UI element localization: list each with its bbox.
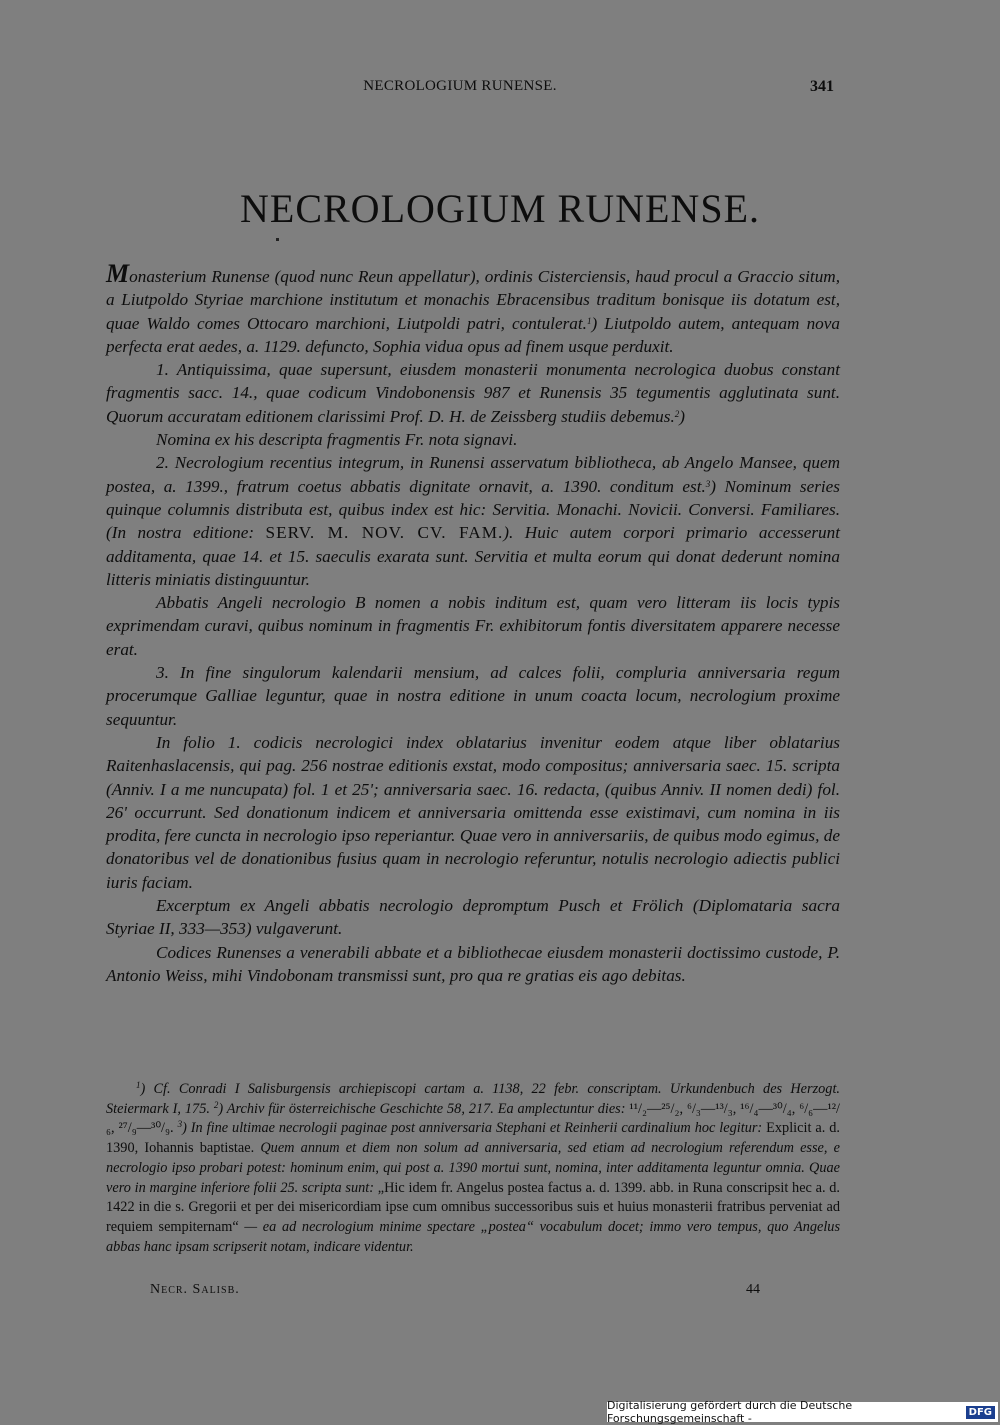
footnote-1-mark: 1 [136,1080,141,1090]
footnote-3-mark: 3 [177,1119,183,1130]
intro-text-b: ) Liutpoldo autem, antequam nova perfecta erat aedes, a. 1129. defuncto, Sophia vidua opus ad finem usque perduxit. [106,313,840,356]
footnotes [106,1080,840,1257]
page-number: 341 [810,78,834,95]
footnote-ref-2: 2 [674,408,680,419]
credit-text: Digitalisierung gefördert durch die Deutsche Forschungsgemeinschaft - [607,1399,853,1425]
paragraph-7: Excerptum ex Angeli abbatis necrologio depromptum Pusch et Frölich (Diplomataria sacra Styriae II, 333—353) vulgaverunt. [106,896,840,939]
p1-text-a: 1. Antiquissima, quae supersunt, eiusdem monasterii monumenta necrologica duobus constant fragmentis sacc. 14., quae codicum Vindobonensis 987 et Runensis 35 tegumentis agglutinata sunt. Quorum accuratam editionem clarissimi Prof. D. H. de Zeissberg studiis debemus. [106,360,840,426]
dfg-logo: DFG [966,1406,995,1419]
page-footer [150,1282,760,1302]
footnote-3-quote-2: „Hic idem fr. Angelus postea factus a. d. 1399. abb. in Runa conscripsit hec a. d. 1422 in die s. Gregorii et per dei misericordiam ipse cum omnibus successoribus suis et huius monasterii fratribus perveniat ad requiem sempiternam“ [106,1179,841,1235]
paragraph-1 [106,358,840,428]
footnote-2-mark: 2 [213,1099,219,1110]
p3-abbreviations: SERV. M. NOV. CV. FAM. [265,523,504,543]
footnote-3-a: ) In fine ultimae necrologii paginae post anniversaria Stephani et Reinherii cardinalium hoc legitur: [182,1120,763,1137]
running-title: NECROLOGIUM RUNENSE. [363,78,557,94]
ornament-dot [276,238,279,241]
footnote-3-b: Quem annum et diem non solum ad anniversaria, sed etiam ad necrologium referendum esse, e necrologio ipso probari potest: hominum enim, qui post a. 1390 mortui sunt, nomina, inter additamenta leguntur omnia. Quae vero in margine inferiore folii 25. scripta sunt: [106,1140,840,1196]
paragraph-2: Nomina ex his descripta fragmentis Fr. nota signavi. [156,430,518,450]
sheet-number: 44 [746,1282,760,1297]
footnote-1: ) Cf. Conradi I Salisburgensis archiepiscopi cartam a. 1138, 22 febr. conscriptam. Urkundenbuch des Herzogt. Steiermark I, 175. [106,1081,840,1117]
footnote-3-c: — ea ad necrologium minime spectare „postea“ vocabulum docet; immo vero tempus, quo Angelus abbas hanc ipsam scripserit notam, indicare videntur. [106,1218,841,1255]
signature-mark: Necr. Salisb. [150,1282,240,1297]
footnote-ref-3: 3 [705,478,711,489]
footnote-2-dates: ¹¹/₂—²⁵/₂, ⁶/₃—¹³/₃, ¹⁶/₄—³⁰/₄, ⁶/₆—¹²/₆, ²⁷/₉—³⁰/₉. [106,1100,840,1137]
drop-cap: M [106,259,130,288]
digitization-credit[interactable] [607,1399,998,1425]
intro-paragraph [106,259,840,358]
paragraph-4: Abbatis Angeli necrologio B nomen a nobis inditum est, quam vero litteram iis locis typis exprimendam curavi, quibus nominum in fragmentis Fr. exhibitorum fontis diversitatem apparere necesse erat. [106,593,840,659]
footnotes-block [106,1080,840,1257]
page-title: NECROLOGIUM RUNENSE. [240,186,760,231]
running-header [0,78,1000,100]
p3-text-b: ) Nominum series quinque columnis distributa est, quibus index est hic: Servitia. Monachi. Novicii. Conversi. Familiares. (In nostra editione: [106,476,840,543]
paragraph-8: Codices Runenses a venerabili abbate et a bibliothecae eiusdem monasterii doctissimo custode, P. Antonio Weiss, mihi Vindobonam transmissi sunt, pro qua re gratias eis ago debitas. [106,942,840,985]
paragraph-5: 3. In fine singulorum kalendarii mensium, ad calces folii, compluria anniversaria regum procerumque Galliae leguntur, quae in nostra editione in unum coacta locum, necrologium proxime sequuntur. [106,663,840,729]
body-text [106,259,840,987]
footnote-2: ) Archiv für österreichische Geschichte 58, 217. Ea amplectuntur dies: [218,1100,626,1117]
p1-text-b: ) [679,406,685,426]
p3-text-c: ). Huic autem corpori primario accesserunt additamenta, quae 14. et 15. saeculis exarata sunt. Servitia et multa eorum qui donat dederunt nomina litteris miniatis distinguuntur. [106,523,840,589]
footnote-ref-1: 1 [586,315,592,326]
paragraph-6: In folio 1. codicis necrologici index oblatarius invenitur eodem atque liber oblatarius Raitenhaslacensis, qui pag. 256 nostrae editionis exstat, modo compositus; anniversaria saec. 15. scripta (Anniv. I a me nuncupata) fol. 1 et 25'; anniversaria saec. 16. redacta, (quibus Anniv. II nomen dedi) fol. 26' occurrunt. Sed donationum indicem et anniversaria omittenda esse existimavi, cum nomina in iis prodita, fere cuncta in necrologio ipso reperiantur. Quae vero in anniversariis, de quibus modo egimus, de donatoribus vel de donationibus fusius quam in necrologio referuntur, notulis necrologio adiectis publici iuris faciam. [106,732,840,892]
intro-text-a: onasterium Runense (quod nunc Reun appellatur), ordinis Cisterciensis, haud procul a Graccio situm, a Liutpoldo Styriae marchione institutum et monachis Ebracensibus traditum bonisque iis dotatum est, quae Waldo comes Ottocaro marchioni, Liutpoldi patri, contulerat. [106,267,840,333]
paragraph-3 [106,451,840,591]
p3-text-a: 2. Necrologium recentius integrum, in Runensi asservatum bibliotheca, ab Angelo Mansee, quem postea, a. 1399., fratrum coetus abbatis dignitate ornavit, a. 1390. conditum est. [106,453,840,496]
footnote-3-quote-1: Explicit a. d. 1390, Iohannis baptistae. [106,1120,841,1157]
